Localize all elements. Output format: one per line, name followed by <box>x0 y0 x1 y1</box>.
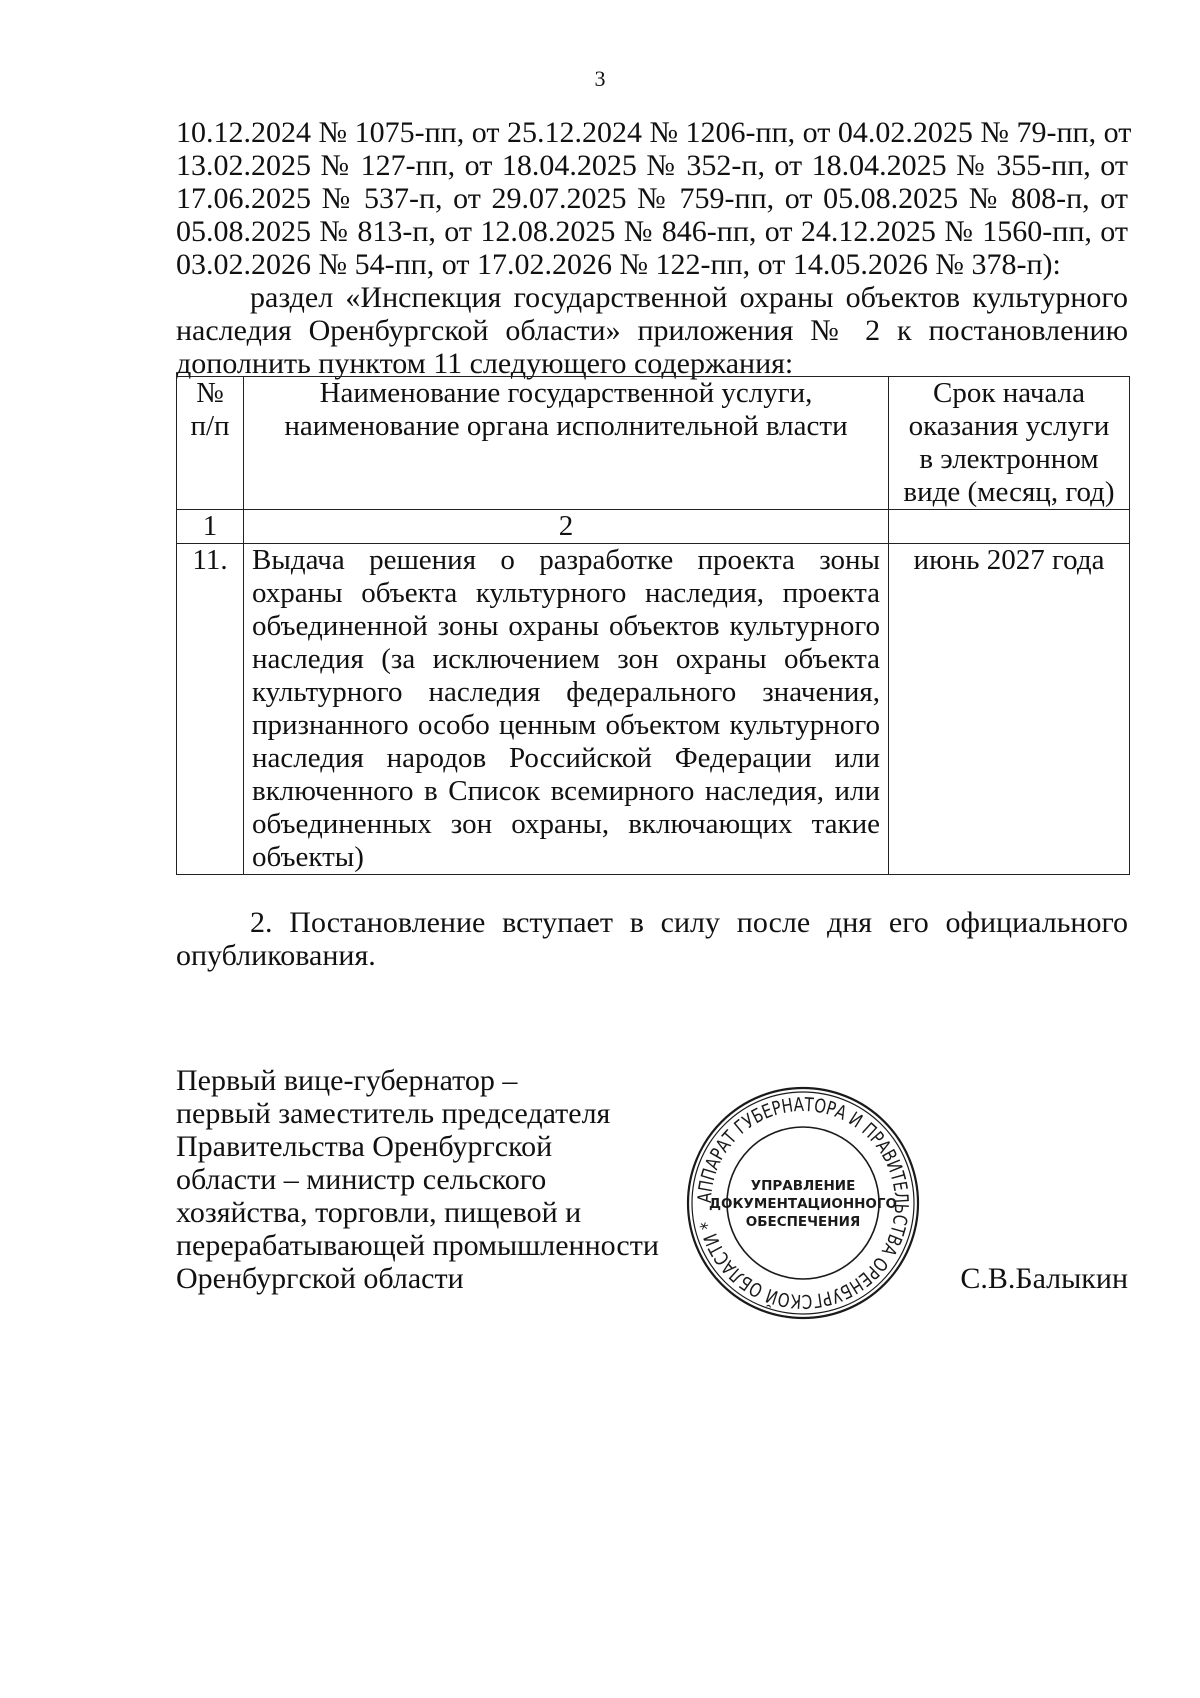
service-description-line: наследия (за исключением зон охраны объекта <box>252 643 880 675</box>
service-term-cell: июнь 2027 года <box>889 544 1130 875</box>
header-service-cell <box>244 377 889 510</box>
service-description-line: объединенных зон охраны, включающих такие <box>252 808 880 840</box>
services-table <box>176 376 1130 875</box>
stamp-center-line: УПРАВЛЕНИЕ <box>750 1178 856 1194</box>
section-paragraph <box>176 281 1128 380</box>
signer-title-line: перерабатывающей промышленности <box>176 1229 659 1262</box>
row-number-cell: 11. <box>177 544 244 875</box>
intro-line: 05.08.2025 № 813-п, от 12.08.2025 № 846-пп, от 24.12.2025 № 1560-пп, от <box>176 215 1128 248</box>
signer-name: С.В.Балыкин <box>960 1262 1128 1295</box>
section-line: дополнить пунктом 11 следующего содержания: <box>176 347 794 380</box>
service-description-line: охраны объекта культурного наследия, проекта <box>252 577 880 609</box>
intro-line: 17.06.2025 № 537-п, от 29.07.2025 № 759-пп, от 05.08.2025 № 808-п, от <box>176 182 1128 215</box>
service-description-line: Выдача решения о разработке проекта зоны <box>252 544 880 576</box>
table-header-row <box>177 377 1130 510</box>
header-term-line: Срок начала <box>933 377 1085 409</box>
signer-title-line: Правительства Оренбургской <box>176 1130 553 1163</box>
service-description-line: наследия народов Российской Федерации или <box>252 742 880 774</box>
page-number: 3 <box>594 66 606 91</box>
intro-paragraph <box>176 116 1132 281</box>
stamp-center-line: ОБЕСПЕЧЕНИЯ <box>745 1214 861 1230</box>
effect-line: 2. Постановление вступает в силу после дня его официального <box>250 906 1128 939</box>
signer-title-line: Оренбургской области <box>176 1262 464 1295</box>
stamp-center-line: ДОКУМЕНТАЦИОННОГО <box>708 1196 898 1212</box>
section-line: раздел «Инспекция государственной охраны объектов культурного <box>250 281 1128 314</box>
header-term-cell <box>889 377 1130 510</box>
intro-line: 10.12.2024 № 1075-пп, от 25.12.2024 № 1206-пп, от 04.02.2025 № 79-пп, от <box>176 116 1132 149</box>
header-service-line: наименование органа исполнительной власти <box>284 410 848 442</box>
intro-line: 03.02.2026 № 54-пп, от 17.02.2026 № 122-пп, от 14.05.2026 № 378-п): <box>176 248 1061 281</box>
service-description-line: включенного в Список всемирного наследия, или <box>252 775 880 807</box>
service-description-line: признанного особо ценным объектом культурного <box>252 709 880 741</box>
signer-title <box>176 1064 676 1295</box>
effect-line: опубликования. <box>176 939 376 972</box>
header-term-line: оказания услуги <box>908 410 1110 442</box>
header-service-line: Наименование государственной услуги, <box>319 377 813 409</box>
service-description-line: культурного наследия федерального значения, <box>252 676 880 708</box>
section-line: наследия Оренбургской области» приложения № 2 к постановлению <box>176 314 1128 347</box>
service-description-cell <box>244 544 889 875</box>
service-description-line: объекты) <box>252 841 364 873</box>
signer-title-line: области – министр сельского <box>176 1163 547 1196</box>
effect-paragraph <box>176 906 1128 972</box>
header-number-cell <box>177 377 244 510</box>
intro-line: 13.02.2025 № 127-пп, от 18.04.2025 № 352-п, от 18.04.2025 № 355-пп, от <box>176 149 1128 182</box>
column-number-cell: 2 <box>244 510 889 544</box>
table-row <box>177 544 1130 875</box>
signer-title-line: хозяйства, торговли, пищевой и <box>176 1196 582 1229</box>
official-seal-stamp <box>683 1083 923 1323</box>
service-description-line: объединенной зоны охраны объектов культурного <box>252 610 880 642</box>
header-number-line: № <box>196 377 224 409</box>
header-term-line: в электронном <box>919 443 1099 475</box>
stamp-ring-textpath: АППАРАТ ГУБЕРНАТОРА И ПРАВИТЕЛЬСТВА ОРЕНБУРГСКОЙ ОБЛАСТИ * <box>693 1093 913 1313</box>
header-number-line: п/п <box>190 410 230 442</box>
table-numbers-row <box>177 510 1130 544</box>
column-number-cell: 1 <box>177 510 244 544</box>
signer-title-line: первый заместитель председателя <box>176 1097 611 1130</box>
signer-title-line: Первый вице-губернатор – <box>176 1064 518 1097</box>
column-number-cell <box>889 510 1130 544</box>
header-term-line: виде (месяц, год) <box>903 476 1115 508</box>
